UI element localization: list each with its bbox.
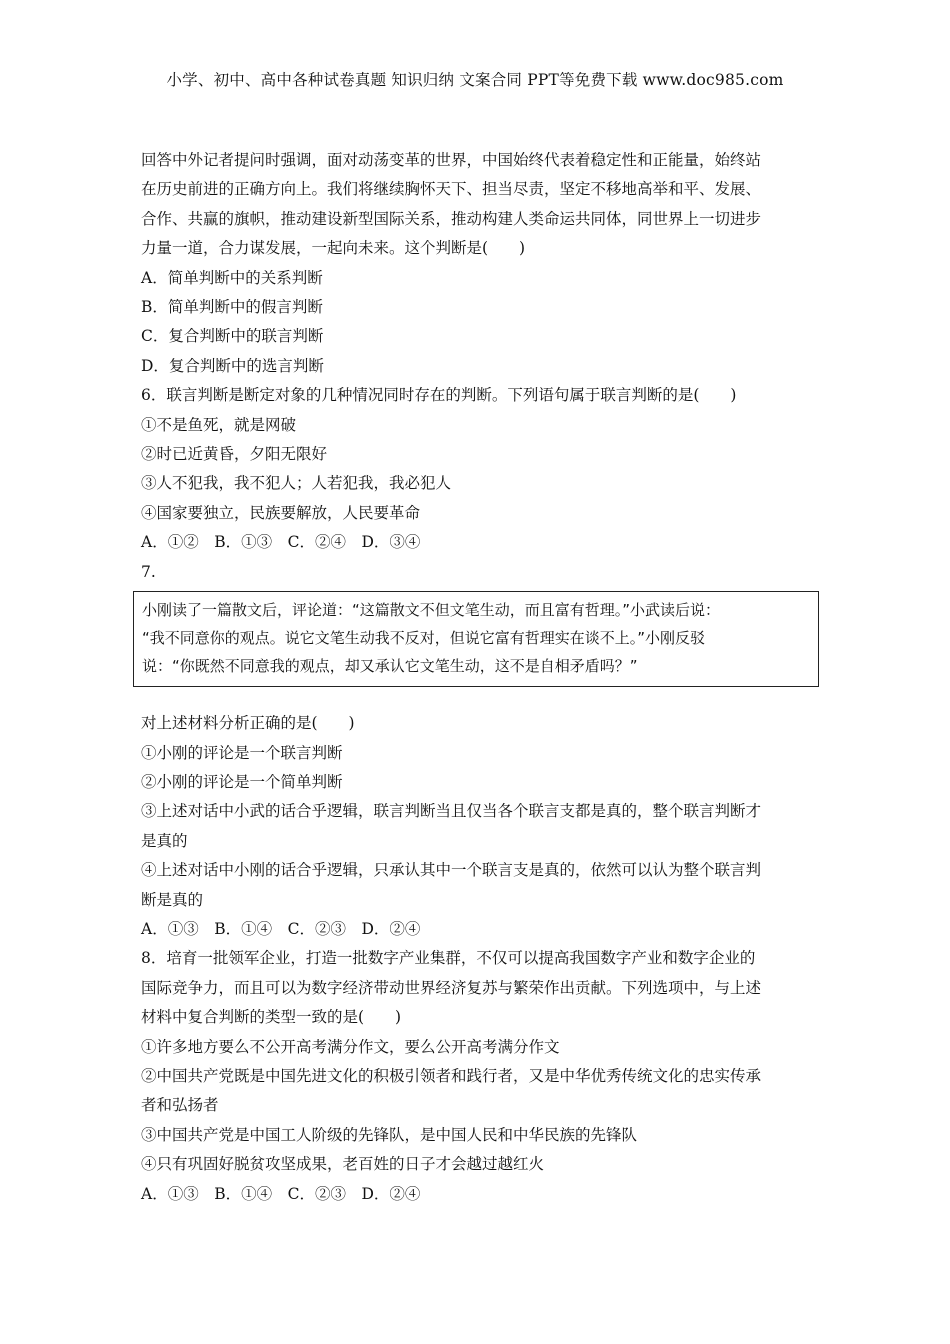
q5-stem-line: 力量一道，合力谋发展，一起向未来。这个判断是( )	[141, 239, 526, 258]
q8-stem-line: 8．培育一批领军企业，打造一批数字产业集群，不仅可以提高我国数字产业和数字企业的	[141, 949, 756, 968]
q8-item-3: ③中国共产党是中国工人阶级的先锋队，是中国人民和中华民族的先锋队	[141, 1125, 638, 1144]
q6-stem: 6．联言判断是断定对象的几种情况同时存在的判断。下列语句属于联言判断的是( )	[141, 386, 737, 405]
q7-material-box	[133, 591, 819, 687]
q7-item-4-cont: 断是真的	[141, 890, 204, 909]
q8-item-2-cont: 者和弘扬者	[141, 1096, 219, 1115]
q8-stem-line: 材料中复合判断的类型一致的是( )	[141, 1008, 402, 1027]
q6-item-2: ②时已近黄昏，夕阳无限好	[141, 445, 328, 464]
q7-item-1: ①小刚的评论是一个联言判断	[141, 743, 343, 762]
q8-answer-options: A．①③ B．①④ C．②③ D．②④	[141, 1184, 421, 1203]
q6-item-3: ③人不犯我，我不犯人；人若犯我，我必犯人	[141, 474, 452, 493]
q5-option-d: D．复合判断中的选言判断	[141, 356, 324, 375]
q7-stem: 对上述材料分析正确的是( )	[141, 714, 355, 733]
q8-item-4: ④只有巩固好脱贫攻坚成果，老百姓的日子才会越过越红火	[141, 1155, 545, 1174]
q7-item-2: ②小刚的评论是一个简单判断	[141, 772, 343, 791]
q7-material-line: “我不同意你的观点。说它文笔生动我不反对，但说它富有哲理实在谈不上。”小刚反驳	[142, 629, 706, 648]
question-6	[141, 381, 816, 557]
q6-item-4: ④国家要独立，民族要解放，人民要革命	[141, 503, 421, 522]
question-7	[141, 558, 816, 945]
q7-item-3-cont: 是真的	[141, 831, 188, 850]
q6-item-1: ①不是鱼死，就是网破	[141, 415, 297, 434]
q5-stem-line: 合作、共赢的旗帜，推动建设新型国际关系，推动构建人类命运共同体，同世界上一切进步	[141, 209, 762, 228]
q8-stem-line: 国际竞争力，而且可以为数字经济带动世界经济复苏与繁荣作出贡献。下列选项中，与上述	[141, 978, 762, 997]
document-body	[141, 146, 816, 1209]
q6-answer-options: A．①② B．①③ C．②④ D．③④	[141, 533, 421, 552]
q5-stem-line: 回答中外记者提问时强调，面对动荡变革的世界，中国始终代表着稳定性和正能量，始终站	[141, 151, 762, 169]
q7-item-4: ④上述对话中小刚的话合乎逻辑，只承认其中一个联言支是真的，依然可以认为整个联言判	[141, 861, 762, 880]
q7-number: 7.	[141, 562, 156, 581]
q7-item-3: ③上述对话中小武的话合乎逻辑，联言判断当且仅当各个联言支都是真的，整个联言判断才	[141, 802, 762, 821]
q5-stem-line: 在历史前进的正确方向上。我们将继续胸怀天下、担当尽责，坚定不移地高举和平、发展、	[141, 180, 762, 199]
q7-material-line: 说：“你既然不同意我的观点，却又承认它文笔生动，这不是自相矛盾吗？”	[142, 657, 638, 676]
q5-option-a: A．简单判断中的关系判断	[141, 268, 323, 287]
q7-answer-options: A．①③ B．①④ C．②③ D．②④	[141, 919, 421, 938]
question-5-continued	[141, 146, 816, 381]
q8-item-1: ①许多地方要么不公开高考满分作文，要么公开高考满分作文	[141, 1037, 560, 1056]
q8-item-2: ②中国共产党既是中国先进文化的积极引领者和践行者，又是中华优秀传统文化的忠实传承	[141, 1066, 762, 1085]
q5-option-b: B．简单判断中的假言判断	[141, 298, 323, 317]
question-8	[141, 944, 816, 1209]
q7-material-line: 小刚读了一篇散文后，评论道：“这篇散文不但文笔生动，而且富有哲理。”小武读后说：	[142, 601, 721, 620]
q5-option-c: C．复合判断中的联言判断	[141, 327, 324, 346]
page-header: 小学、初中、高中各种试卷真题 知识归纳 文案合同 PPT等免费下载 www.doc985.com	[166, 71, 784, 89]
